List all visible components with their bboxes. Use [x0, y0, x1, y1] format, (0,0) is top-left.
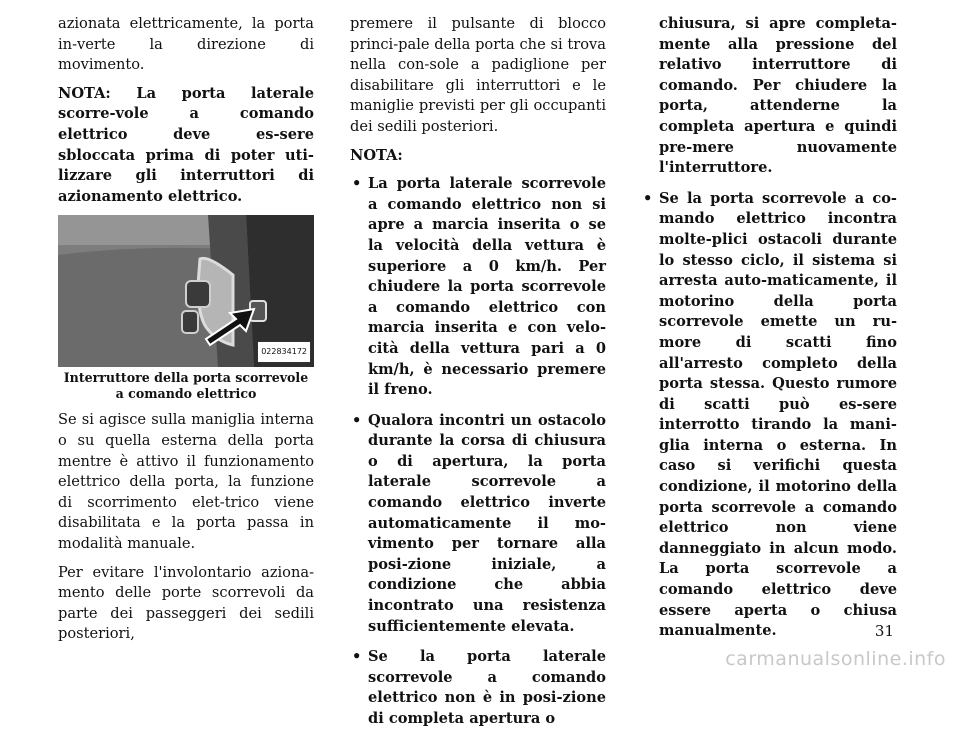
- bullet-icon: •: [643, 189, 653, 207]
- paragraph-lock-button: premere il pulsante di blocco princi-pale della porta che si trova nella con-sole a padiglione per disabilitare gli interruttori e le maniglie previsti per gli occupanti dei sedili posteriori.: [350, 15, 606, 135]
- figure-caption: Interruttore della porta scorrevole a comando elettrico: [63, 370, 309, 402]
- list-item: • Qualora incontri un ostacolo durante la corsa di chiusura o di apertura, la porta laterale scorrevole a comando elettrico inverte automaticamente il mo-vimento per tornare alla posi-zione iniziale, a condizione che abbia incontrato una resistenza sufficientemente elevata.: [352, 411, 606, 635]
- bullet-icon: •: [352, 175, 362, 193]
- paragraph-prevent: Per evitare l'involontario aziona-mento delle porte scorrevoli da parte dei passeggeri dei sedili posteriori,: [58, 563, 314, 643]
- column-middle: [350, 14, 606, 740]
- watermark: carmanualsonline.info: [725, 648, 946, 670]
- door-switch-photo: [58, 215, 314, 367]
- note-list-continued: [641, 14, 897, 642]
- note-heading: NOTA:: [350, 146, 403, 164]
- note-list: [350, 174, 606, 729]
- list-item: • La porta laterale scorrevole a comando elettrico non si apre a marcia inserita o se la velocità della vettura è superiore a 0 km/h. Per chiudere la porta scorrevole a comando elettrico con marcia inserita e con velo-cità della vettura pari a 0 km/h, è necessario premere il freno.: [352, 175, 606, 399]
- page-number: 31: [874, 622, 894, 640]
- column-right: [641, 14, 897, 652]
- column-left: [58, 14, 314, 653]
- list-item: • Se la porta scorrevole a co-mando elettrico incontra molte-plici ostacoli durante lo stesso ciclo, il sistema si arresta auto-maticamente, il motorino della porta scorrevole emette un ru-more di scatti fino all'arresto completo della porta stessa. Questo rumore di scatti può es-sere interrotto tirando la mani-glia interna o esterna. In caso si verifichi questa condizione, il motorino della porta scorrevole a comando elettrico non viene danneggiato in alcun modo. La porta scorrevole a comando elettrico deve essere aperta o chiusa manualmente.: [643, 189, 897, 640]
- paragraph-intro: azionata elettricamente, la porta in-verte la direzione di movimento.: [58, 15, 314, 74]
- list-item: • Se la porta laterale scorrevole a comando elettrico non è in posi-zione di completa apertura o: [352, 648, 606, 727]
- bullet-icon: •: [352, 411, 362, 429]
- list-item-continued: chiusura, si apre completa-mente alla pressione del relativo interruttore di comando. Per chiudere la porta, attenderne la completa apertura e quindi pre-mere nuovamente l'interruttore.: [659, 15, 897, 177]
- paragraph-manual-mode: Se si agisce sulla maniglia interna o su quella esterna della porta mentre è attivo il funzionamento elettrico della porta, la funzione di scorrimento elet-trico viene disabilitata e la porta passa in modalità manuale.: [58, 411, 314, 552]
- figure-code: 022834172: [257, 341, 311, 364]
- note-unlock: NOTA: La porta laterale scorre-vole a comando elettrico deve es-sere sbloccata prima di poter uti-lizzare gli interruttori di azionamento elettrico.: [58, 84, 314, 205]
- bullet-icon: •: [352, 648, 362, 666]
